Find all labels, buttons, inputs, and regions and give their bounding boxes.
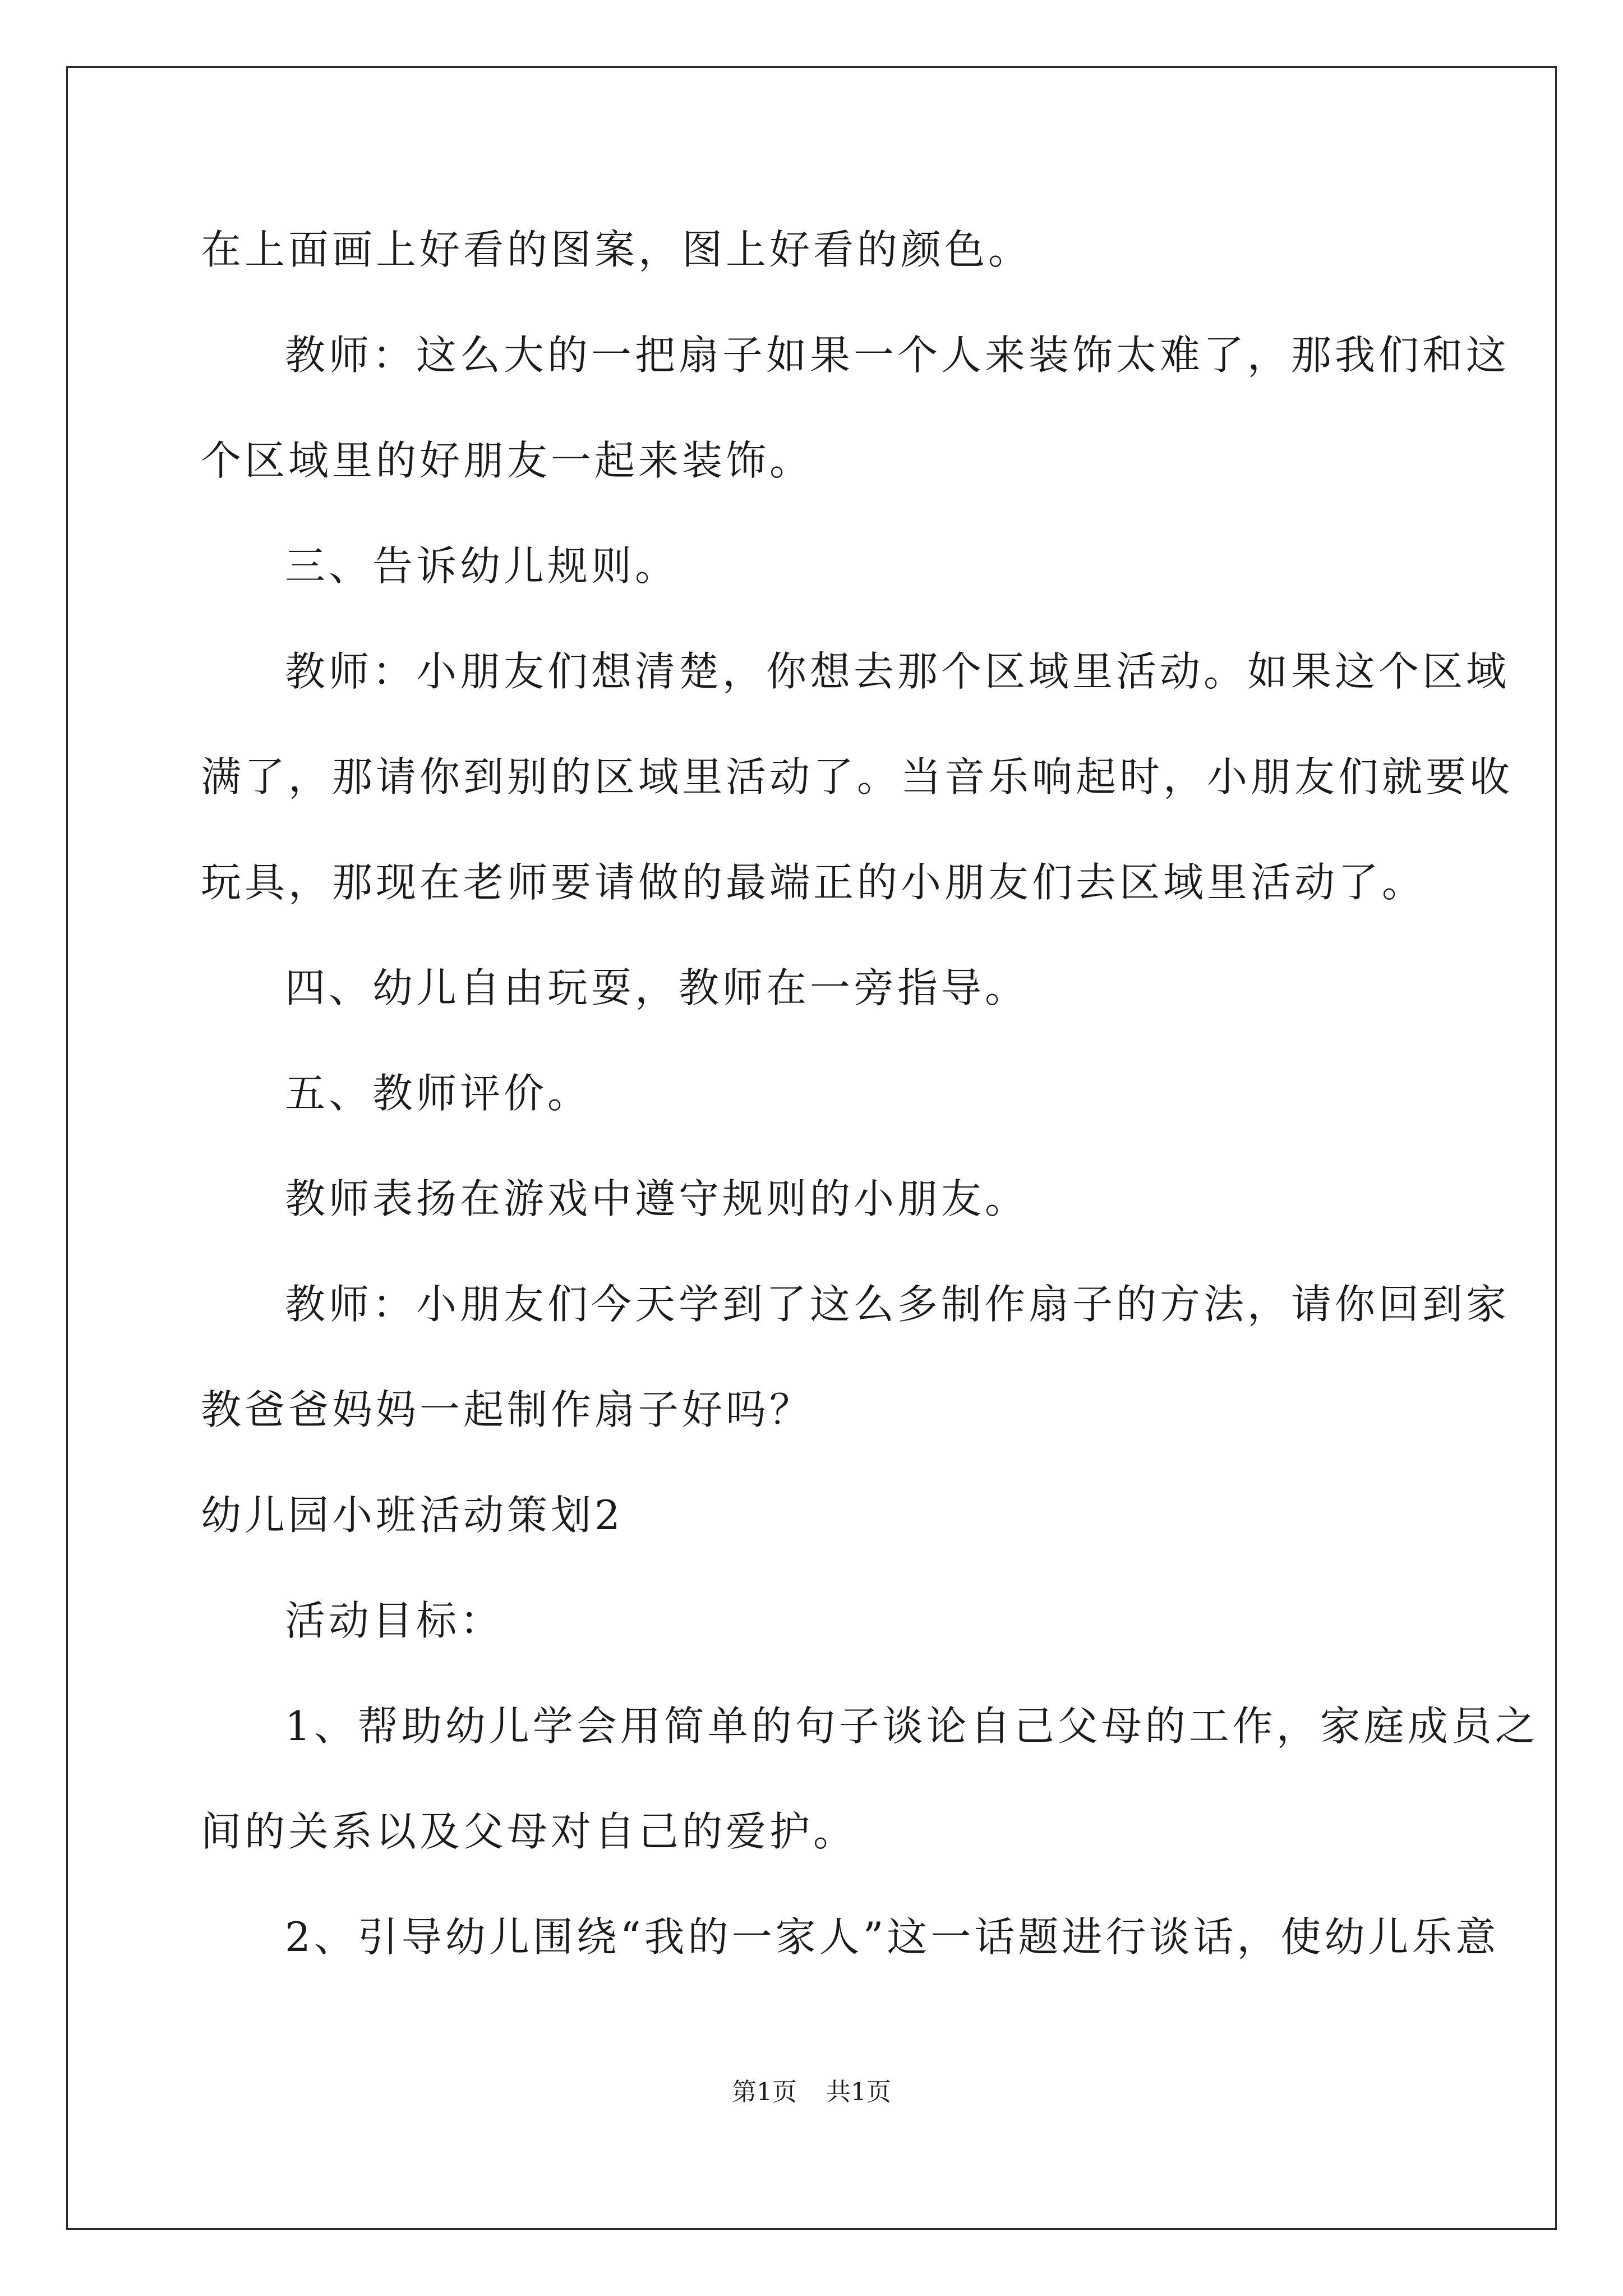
page-number-current: 第1页 [732, 2078, 797, 2106]
section-heading: 五、教师评价。 [285, 1070, 592, 1117]
text-line: 教师：小朋友们今天学到了这么多制作扇子的方法，请你回到家 [285, 1281, 1510, 1328]
page-number-total: 共1页 [826, 2078, 891, 2106]
text-line: 间的关系以及父母对自己的爱护。 [201, 1808, 857, 1855]
section-heading: 四、幼儿自由玩耍，教师在一旁指导。 [285, 964, 1029, 1011]
section-heading: 三、告诉幼儿规则。 [285, 542, 679, 590]
text-line: 教爸爸妈妈一起制作扇子好吗？ [201, 1386, 814, 1433]
page-footer [0, 2076, 1623, 2109]
text-line: 1、帮助幼儿学会用简单的句子谈论自己父母的工作，家庭成员之 [285, 1703, 1539, 1750]
text-line: 教师表扬在游戏中遵守规则的小朋友。 [285, 1175, 1029, 1222]
text-line: 在上面画上好看的图案，图上好看的颜色。 [201, 226, 1032, 273]
text-line: 满了，那请你到别的区域里活动了。当音乐响起时，小朋友们就要收 [201, 753, 1514, 800]
section-heading: 活动目标： [285, 1597, 504, 1644]
text-line: 教师：这么大的一把扇子如果一个人来装饰太难了，那我们和这 [285, 332, 1510, 379]
document-section-title: 幼儿园小班活动策划2 [201, 1492, 624, 1539]
text-line: 个区域里的好朋友一起来装饰。 [201, 437, 814, 484]
text-line: 玩具，那现在老师要请做的最端正的小朋友们去区域里活动了。 [201, 859, 1426, 906]
page-border [66, 66, 1557, 2230]
text-line: 教师：小朋友们想清楚，你想去那个区域里活动。如果这个区域 [285, 648, 1510, 695]
text-line: 2、引导幼儿围绕“我的一家人”这一话题进行谈话，使幼儿乐意 [285, 1913, 1500, 1961]
